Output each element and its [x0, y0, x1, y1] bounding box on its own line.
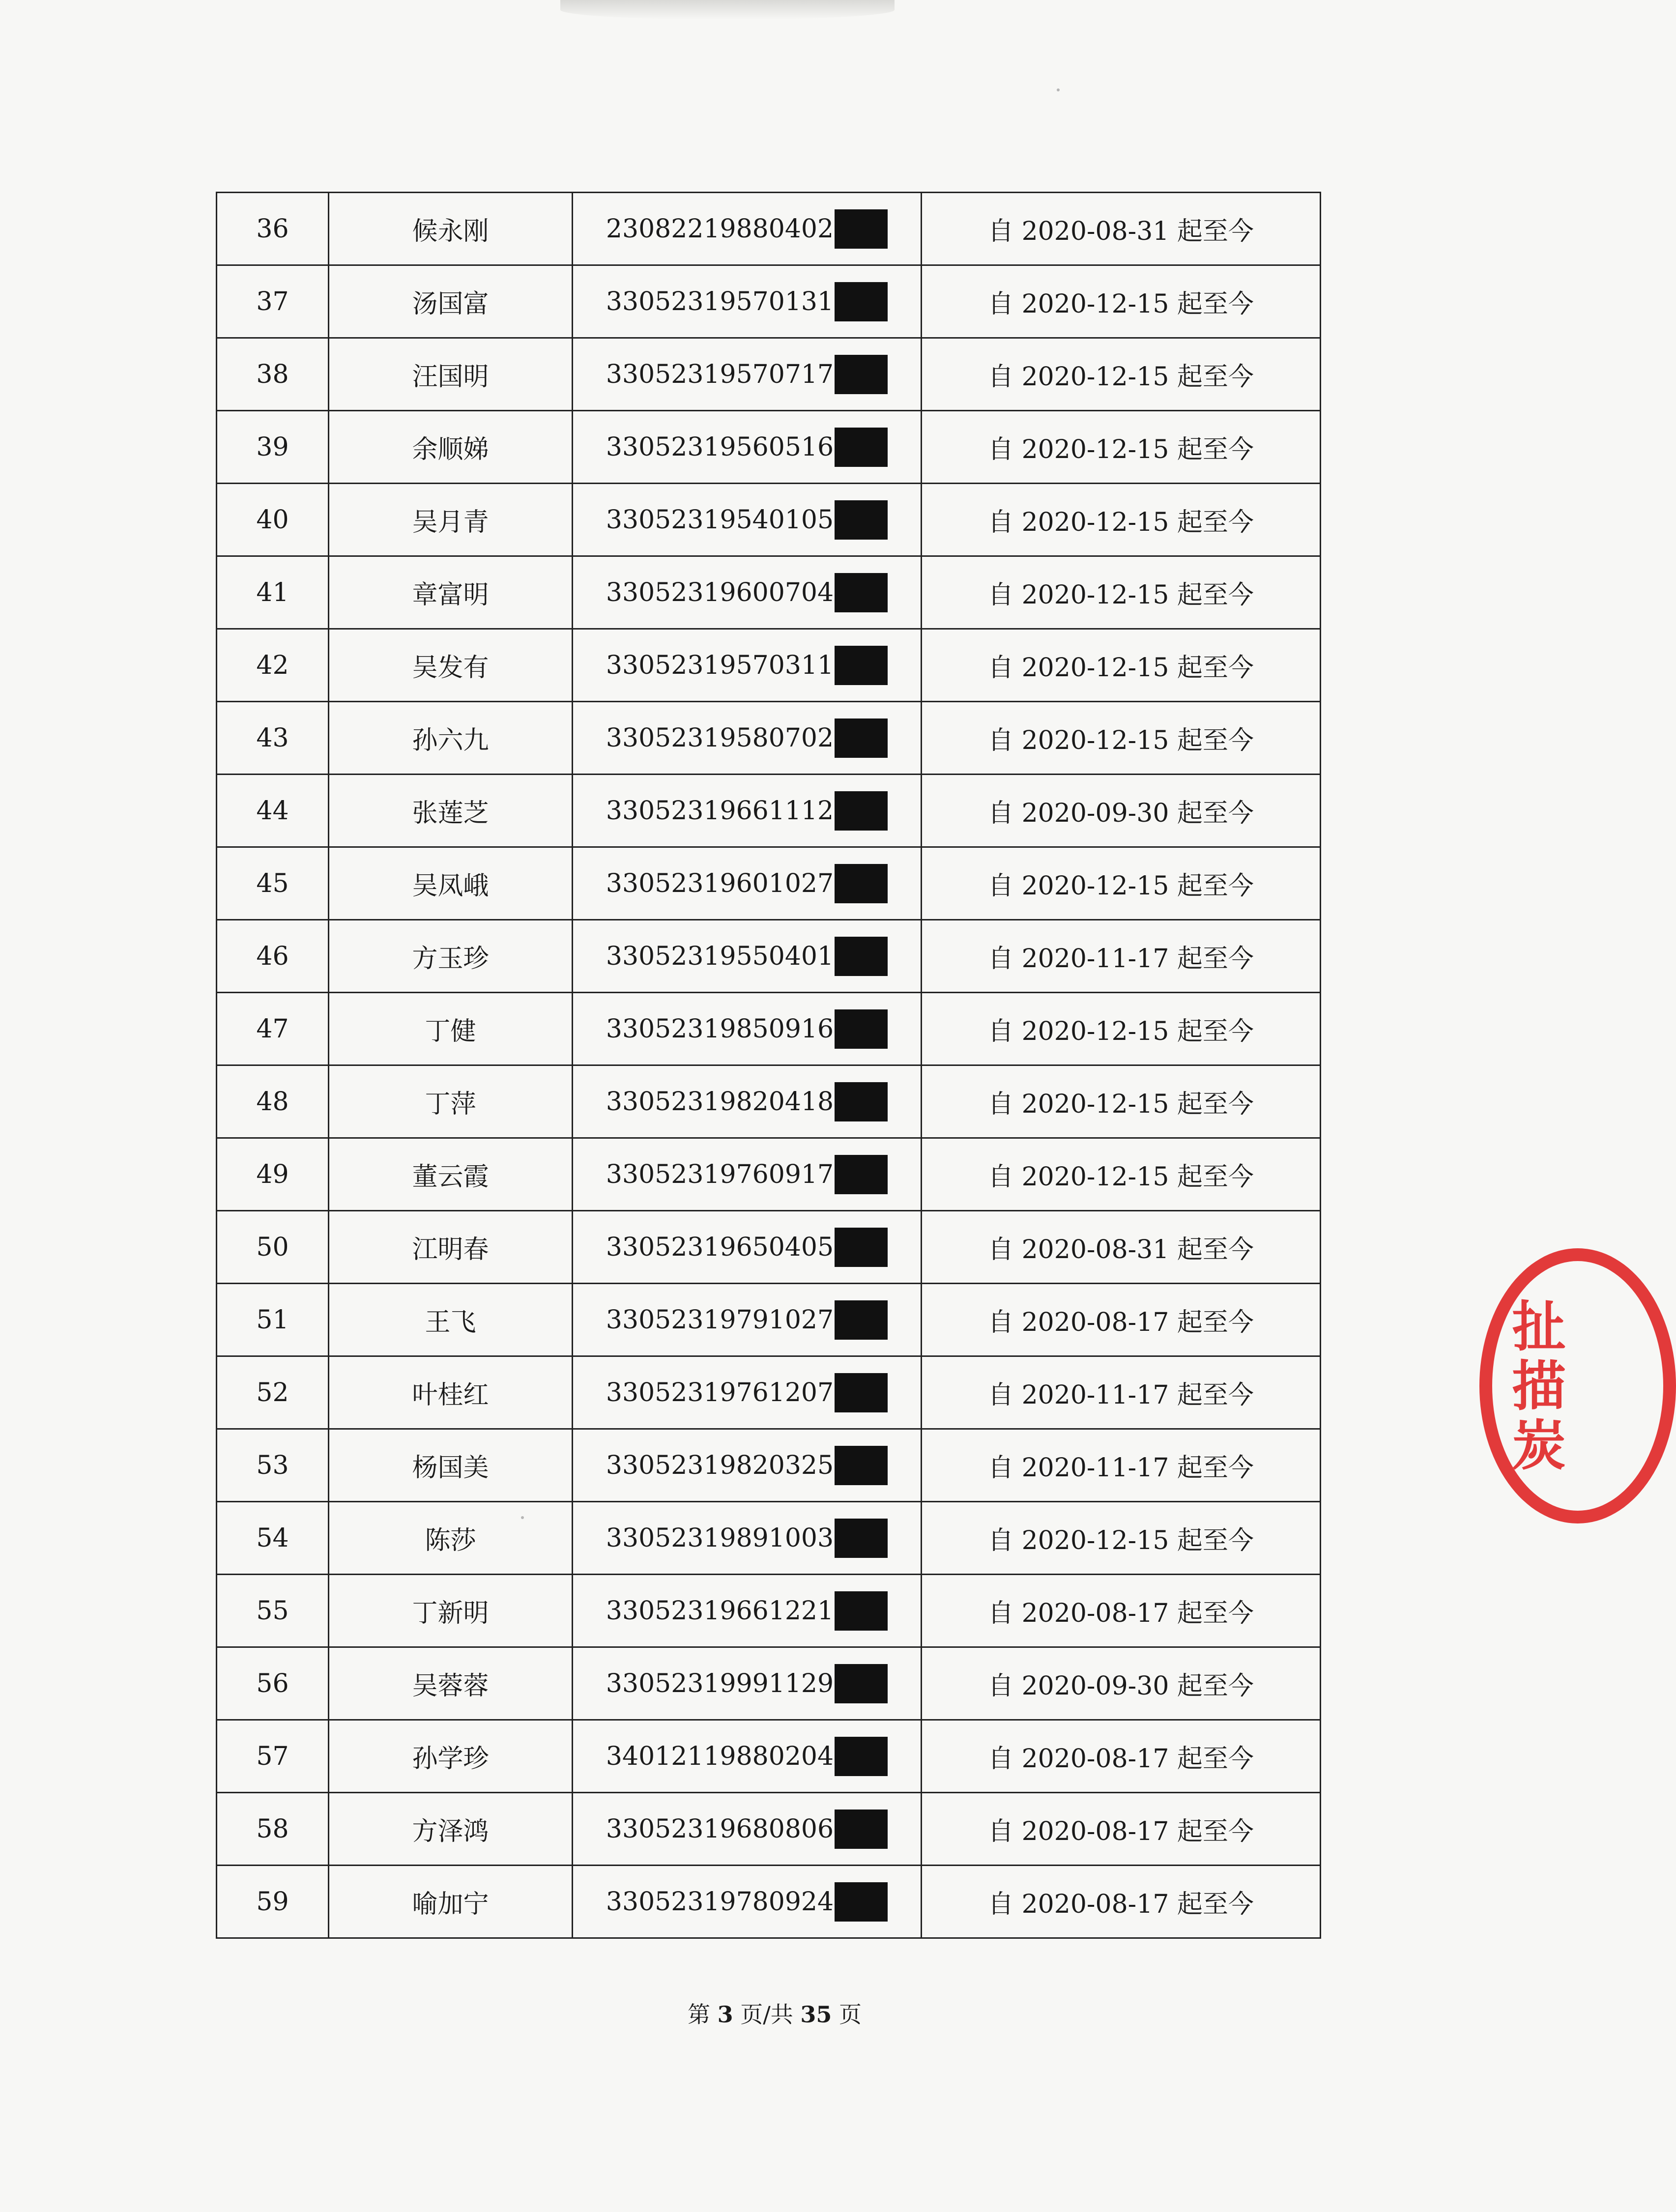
id-number-cell — [573, 484, 922, 556]
redaction-block — [835, 282, 888, 321]
name-cell: 汪国明 — [329, 338, 573, 411]
id-number — [606, 1810, 888, 1849]
date-cell: 自 2020-08-31 起至今 — [922, 1211, 1321, 1284]
id-number-cell — [573, 1356, 922, 1429]
id-number-cell — [573, 1211, 922, 1284]
id-number-visible: 33052319570311 — [606, 650, 834, 680]
date-cell: 自 2020-12-15 起至今 — [922, 338, 1321, 411]
name-cell: 董云霞 — [329, 1138, 573, 1211]
name-cell: 方泽鸿 — [329, 1793, 573, 1866]
redaction-block — [835, 428, 888, 467]
id-number — [606, 1737, 888, 1776]
row-number-cell: 56 — [217, 1647, 329, 1720]
redaction-block — [835, 1737, 888, 1776]
name-cell: 汤国富 — [329, 265, 573, 338]
table-row — [217, 702, 1321, 775]
footer-prefix: 第 — [687, 2001, 710, 2028]
id-number — [606, 791, 888, 831]
table-row — [217, 1429, 1321, 1502]
date-cell: 自 2020-12-15 起至今 — [922, 1502, 1321, 1575]
row-number-cell: 45 — [217, 847, 329, 920]
name-cell: 叶桂红 — [329, 1356, 573, 1429]
row-number-cell: 50 — [217, 1211, 329, 1284]
footer-page-number: 3 — [717, 2001, 733, 2028]
row-number-cell: 43 — [217, 702, 329, 775]
table-row — [217, 1065, 1321, 1138]
date-cell: 自 2020-08-17 起至今 — [922, 1793, 1321, 1866]
id-number-visible: 33052319540105 — [606, 505, 834, 535]
table-row — [217, 1138, 1321, 1211]
id-number-visible: 33052319991129 — [606, 1668, 834, 1698]
table-row — [217, 1575, 1321, 1647]
redaction-block — [835, 1082, 888, 1121]
name-cell: 喻加宁 — [329, 1866, 573, 1938]
redaction-block — [835, 718, 888, 758]
id-number-visible: 23082219880402 — [606, 214, 834, 244]
redaction-block — [835, 355, 888, 394]
id-number-visible: 33052319850916 — [606, 1014, 834, 1044]
redaction-block — [835, 1882, 888, 1922]
date-cell: 自 2020-11-17 起至今 — [922, 1429, 1321, 1502]
roster-body — [217, 193, 1321, 1938]
row-number-cell: 54 — [217, 1502, 329, 1575]
table-row — [217, 1647, 1321, 1720]
id-number-visible: 33052319570717 — [606, 359, 834, 389]
redaction-block — [835, 1373, 888, 1412]
id-number-cell — [573, 411, 922, 484]
id-number-cell — [573, 1720, 922, 1793]
redaction-block — [835, 1664, 888, 1703]
redaction-block — [835, 209, 888, 249]
id-number-visible: 33052319760917 — [606, 1159, 834, 1189]
id-number-visible: 33052319601027 — [606, 868, 834, 898]
id-number-cell — [573, 193, 922, 265]
date-cell: 自 2020-12-15 起至今 — [922, 629, 1321, 702]
name-cell: 陈莎 — [329, 1502, 573, 1575]
table-row — [217, 993, 1321, 1065]
scan-speck — [1057, 88, 1060, 91]
id-number-cell — [573, 265, 922, 338]
id-number-visible: 33052319891003 — [606, 1523, 834, 1553]
id-number-cell — [573, 702, 922, 775]
table-row — [217, 920, 1321, 993]
redaction-block — [835, 1228, 888, 1267]
row-number-cell: 48 — [217, 1065, 329, 1138]
id-number-cell — [573, 993, 922, 1065]
id-number-cell — [573, 847, 922, 920]
name-cell: 孙六九 — [329, 702, 573, 775]
id-number — [606, 1446, 888, 1485]
id-number-visible: 33052319820418 — [606, 1087, 834, 1117]
roster-table — [216, 192, 1321, 1939]
row-number-cell: 39 — [217, 411, 329, 484]
seal-text: 扯 — [1512, 1294, 1566, 1358]
name-cell: 王飞 — [329, 1284, 573, 1356]
date-cell: 自 2020-11-17 起至今 — [922, 1356, 1321, 1429]
row-number-cell: 41 — [217, 556, 329, 629]
scan-shadow — [560, 0, 895, 20]
name-cell: 吴蓉蓉 — [329, 1647, 573, 1720]
footer-middle: 页/共 — [740, 2001, 793, 2028]
row-number-cell: 47 — [217, 993, 329, 1065]
row-number-cell: 40 — [217, 484, 329, 556]
id-number-visible: 33052319550401 — [606, 941, 834, 971]
id-number-cell — [573, 1866, 922, 1938]
id-number — [606, 1300, 888, 1340]
date-cell: 自 2020-12-15 起至今 — [922, 702, 1321, 775]
date-cell: 自 2020-08-17 起至今 — [922, 1866, 1321, 1938]
name-cell: 吴月青 — [329, 484, 573, 556]
id-number-cell — [573, 556, 922, 629]
id-number-cell — [573, 1647, 922, 1720]
row-number-cell: 52 — [217, 1356, 329, 1429]
name-cell: 江明春 — [329, 1211, 573, 1284]
date-cell: 自 2020-12-15 起至今 — [922, 1138, 1321, 1211]
redaction-block — [835, 791, 888, 831]
row-number-cell: 58 — [217, 1793, 329, 1866]
id-number-cell — [573, 920, 922, 993]
id-number — [606, 1155, 888, 1194]
redaction-block — [835, 500, 888, 540]
table-row — [217, 1356, 1321, 1429]
redaction-block — [835, 1155, 888, 1194]
redaction-block — [835, 646, 888, 685]
date-cell: 自 2020-09-30 起至今 — [922, 775, 1321, 847]
table-row — [217, 338, 1321, 411]
table-row — [217, 556, 1321, 629]
name-cell: 杨国美 — [329, 1429, 573, 1502]
redaction-block — [835, 1519, 888, 1558]
id-number-cell — [573, 1284, 922, 1356]
name-cell: 孙学珍 — [329, 1720, 573, 1793]
redaction-block — [835, 937, 888, 976]
id-number-visible: 34012119880204 — [606, 1741, 834, 1771]
row-number-cell: 46 — [217, 920, 329, 993]
id-number — [606, 209, 888, 249]
id-number — [606, 1228, 888, 1267]
id-number-cell — [573, 1575, 922, 1647]
id-number-visible: 33052319661221 — [606, 1596, 834, 1626]
table-row — [217, 265, 1321, 338]
date-cell: 自 2020-12-15 起至今 — [922, 484, 1321, 556]
redaction-block — [835, 1009, 888, 1049]
table-row — [217, 1502, 1321, 1575]
id-number — [606, 1519, 888, 1558]
id-number-cell — [573, 338, 922, 411]
id-number-visible: 33052319780924 — [606, 1887, 834, 1917]
id-number-visible: 33052319600704 — [606, 577, 834, 607]
row-number-cell: 44 — [217, 775, 329, 847]
id-number-visible: 33052319680806 — [606, 1814, 834, 1844]
table-row — [217, 411, 1321, 484]
redaction-block — [835, 1591, 888, 1631]
id-number-visible: 33052319661112 — [606, 796, 834, 826]
name-cell: 章富明 — [329, 556, 573, 629]
table-row — [217, 629, 1321, 702]
table-row — [217, 1866, 1321, 1938]
redaction-block — [835, 1810, 888, 1849]
name-cell: 余顺娣 — [329, 411, 573, 484]
name-cell: 丁萍 — [329, 1065, 573, 1138]
row-number-cell: 53 — [217, 1429, 329, 1502]
id-number-visible: 33052319650405 — [606, 1232, 834, 1262]
table-row — [217, 847, 1321, 920]
id-number — [606, 1373, 888, 1412]
seal-text: 炭 — [1512, 1413, 1566, 1477]
id-number — [606, 1009, 888, 1049]
page-footer — [0, 1997, 1549, 2029]
table-row — [217, 484, 1321, 556]
id-number-cell — [573, 775, 922, 847]
id-number-visible: 33052319761207 — [606, 1378, 834, 1408]
id-number — [606, 1882, 888, 1922]
footer-total-pages: 35 — [800, 2001, 832, 2028]
id-number — [606, 937, 888, 976]
row-number-cell: 37 — [217, 265, 329, 338]
id-number-visible: 33052319580702 — [606, 723, 834, 753]
row-number-cell: 59 — [217, 1866, 329, 1938]
id-number — [606, 573, 888, 612]
date-cell: 自 2020-12-15 起至今 — [922, 265, 1321, 338]
date-cell: 自 2020-08-17 起至今 — [922, 1575, 1321, 1647]
date-cell: 自 2020-09-30 起至今 — [922, 1647, 1321, 1720]
redaction-block — [835, 864, 888, 903]
id-number-cell — [573, 629, 922, 702]
name-cell: 候永刚 — [329, 193, 573, 265]
date-cell: 自 2020-12-15 起至今 — [922, 411, 1321, 484]
row-number-cell: 38 — [217, 338, 329, 411]
id-number-cell — [573, 1138, 922, 1211]
row-number-cell: 55 — [217, 1575, 329, 1647]
date-cell: 自 2020-08-17 起至今 — [922, 1720, 1321, 1793]
seal-text: 描 — [1512, 1354, 1566, 1418]
id-number-visible: 33052319791027 — [606, 1305, 834, 1335]
id-number-visible: 33052319570131 — [606, 287, 834, 316]
id-number — [606, 428, 888, 467]
date-cell: 自 2020-11-17 起至今 — [922, 920, 1321, 993]
id-number — [606, 1664, 888, 1703]
date-cell: 自 2020-12-15 起至今 — [922, 993, 1321, 1065]
date-cell: 自 2020-08-31 起至今 — [922, 193, 1321, 265]
table-row — [217, 775, 1321, 847]
row-number-cell: 36 — [217, 193, 329, 265]
table-row — [217, 1720, 1321, 1793]
id-number-cell — [573, 1429, 922, 1502]
id-number — [606, 282, 888, 321]
id-number — [606, 1591, 888, 1631]
name-cell: 张莲芝 — [329, 775, 573, 847]
id-number — [606, 646, 888, 685]
table-row — [217, 1211, 1321, 1284]
redaction-block — [835, 1446, 888, 1485]
id-number — [606, 355, 888, 394]
id-number — [606, 500, 888, 540]
id-number-cell — [573, 1502, 922, 1575]
footer-suffix: 页 — [839, 2001, 862, 2028]
name-cell: 丁新明 — [329, 1575, 573, 1647]
row-number-cell: 51 — [217, 1284, 329, 1356]
id-number-cell — [573, 1065, 922, 1138]
id-number — [606, 1082, 888, 1121]
table-row — [217, 1284, 1321, 1356]
row-number-cell: 49 — [217, 1138, 329, 1211]
id-number-cell — [573, 1793, 922, 1866]
date-cell: 自 2020-12-15 起至今 — [922, 1065, 1321, 1138]
name-cell: 吴凤峨 — [329, 847, 573, 920]
name-cell: 方玉珍 — [329, 920, 573, 993]
redaction-block — [835, 1300, 888, 1340]
row-number-cell: 57 — [217, 1720, 329, 1793]
name-cell: 丁健 — [329, 993, 573, 1065]
date-cell: 自 2020-12-15 起至今 — [922, 556, 1321, 629]
id-number — [606, 864, 888, 903]
id-number-visible: 33052319560516 — [606, 432, 834, 462]
table-row — [217, 193, 1321, 265]
table-row — [217, 1793, 1321, 1866]
date-cell: 自 2020-08-17 起至今 — [922, 1284, 1321, 1356]
id-number — [606, 718, 888, 758]
date-cell: 自 2020-12-15 起至今 — [922, 847, 1321, 920]
name-cell: 吴发有 — [329, 629, 573, 702]
row-number-cell: 42 — [217, 629, 329, 702]
red-seal-stamp — [1479, 1248, 1676, 1523]
redaction-block — [835, 573, 888, 612]
id-number-visible: 33052319820325 — [606, 1450, 834, 1480]
